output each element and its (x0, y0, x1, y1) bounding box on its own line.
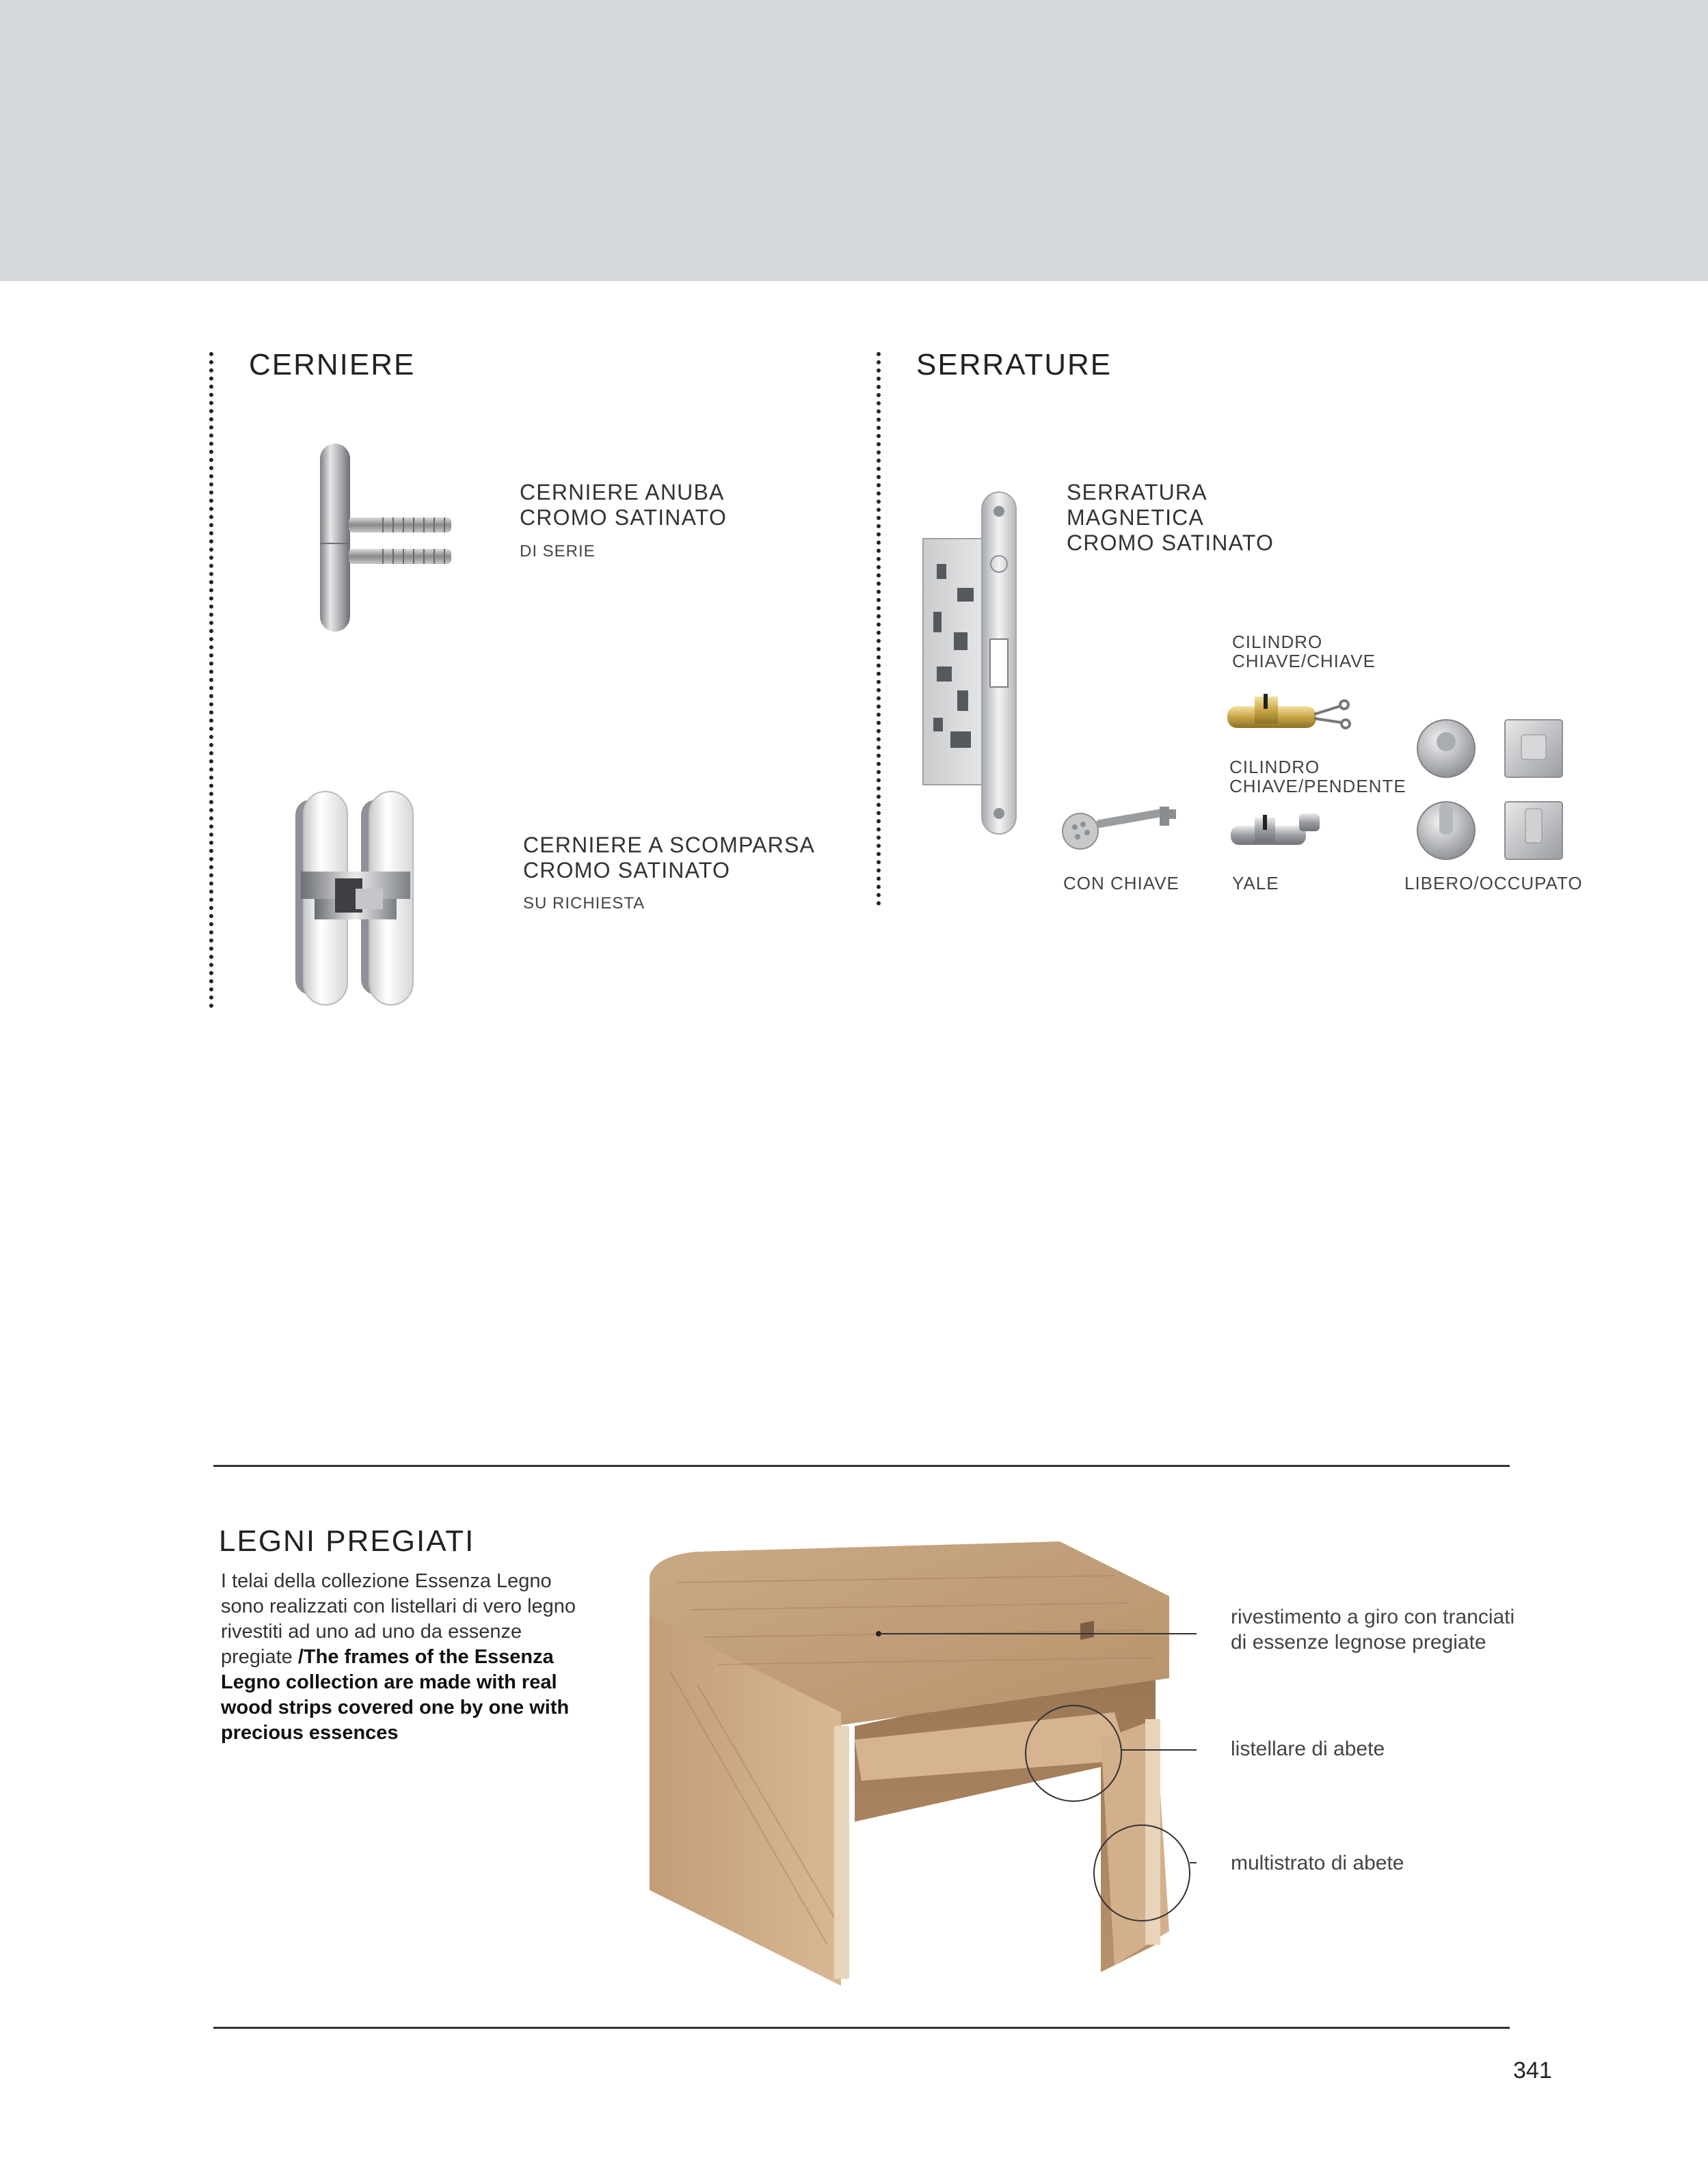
wood-heading: LEGNI PREGIATI (219, 1524, 475, 1558)
cylinder-key-key-image (1224, 687, 1354, 742)
cylinder-key-pendant-label (1229, 757, 1406, 796)
anuba-hinge-title (520, 480, 727, 530)
option-free-occupied: LIBERO/OCCUPATO (1404, 873, 1583, 893)
cylinder-key-key-label-line1: CILINDRO (1232, 632, 1323, 652)
callout-fir-plywood: multistrato di abete (1231, 1852, 1404, 1874)
callout-veneer-line2: di essenze legnose pregiate (1231, 1631, 1486, 1654)
key-image (1058, 800, 1185, 854)
header-band (0, 0, 1708, 281)
concealed-hinge-title-line2: CROMO SATINATO (523, 858, 731, 882)
anuba-hinge-image (308, 441, 465, 636)
divider-top (213, 1465, 1510, 1467)
concealed-hinge-image (287, 786, 438, 1012)
callout-veneer-line1: rivestimento a giro con tranciati (1231, 1606, 1515, 1628)
callout-veneer (1231, 1604, 1514, 1655)
cylinder-key-key-label-line2: CHIAVE/CHIAVE (1232, 651, 1376, 671)
magnetic-lock-title-line3: CROMO SATINATO (1067, 530, 1275, 555)
privacy-turn-image (1412, 714, 1569, 865)
dotted-divider-right (877, 352, 881, 906)
magnetic-lock-title-line2: MAGNETICA (1067, 505, 1205, 530)
hinges-heading: CERNIERE (249, 348, 416, 381)
mortise-lock-image (916, 485, 1039, 837)
locks-heading: SERRATURE (916, 348, 1112, 381)
anuba-hinge-note: DI SERIE (520, 542, 596, 561)
option-key: CON CHIAVE (1063, 873, 1179, 893)
divider-bottom (213, 2027, 1510, 2029)
wood-frame-image (636, 1535, 1197, 1986)
cylinder-key-pendant-image (1227, 807, 1323, 854)
magnetic-lock-title-line1: SERRATURA (1067, 480, 1207, 504)
concealed-hinge-note: SU RICHIESTA (523, 894, 645, 913)
option-yale: YALE (1232, 873, 1279, 893)
callout-fir-strips: listellare di abete (1231, 1738, 1385, 1760)
wood-description-en: /The frames of the Essenza Legno collection are made with real wood strips covered one by one with precious essences (221, 1646, 570, 1744)
concealed-hinge-title (523, 833, 815, 883)
anuba-hinge-title-line2: CROMO SATINATO (520, 505, 728, 530)
wood-description-it: I telai della collezione Essenza Legno sono realizzati con listellari di vero legno rivestiti ad uno ad uno da essenze pregiate (221, 1570, 576, 1668)
magnetic-lock-title (1067, 480, 1274, 556)
concealed-hinge-title-line1: CERNIERE A SCOMPARSA (523, 833, 816, 857)
anuba-hinge-title-line1: CERNIERE ANUBA (520, 480, 725, 504)
wood-description (221, 1569, 593, 1746)
cylinder-key-pendant-label-line1: CILINDRO (1229, 757, 1320, 777)
cylinder-key-key-label (1232, 632, 1376, 671)
cylinder-key-pendant-label-line2: CHIAVE/PENDENTE (1229, 776, 1406, 796)
page-number: 341 (1513, 2058, 1552, 2084)
dotted-divider-left (209, 352, 213, 1008)
